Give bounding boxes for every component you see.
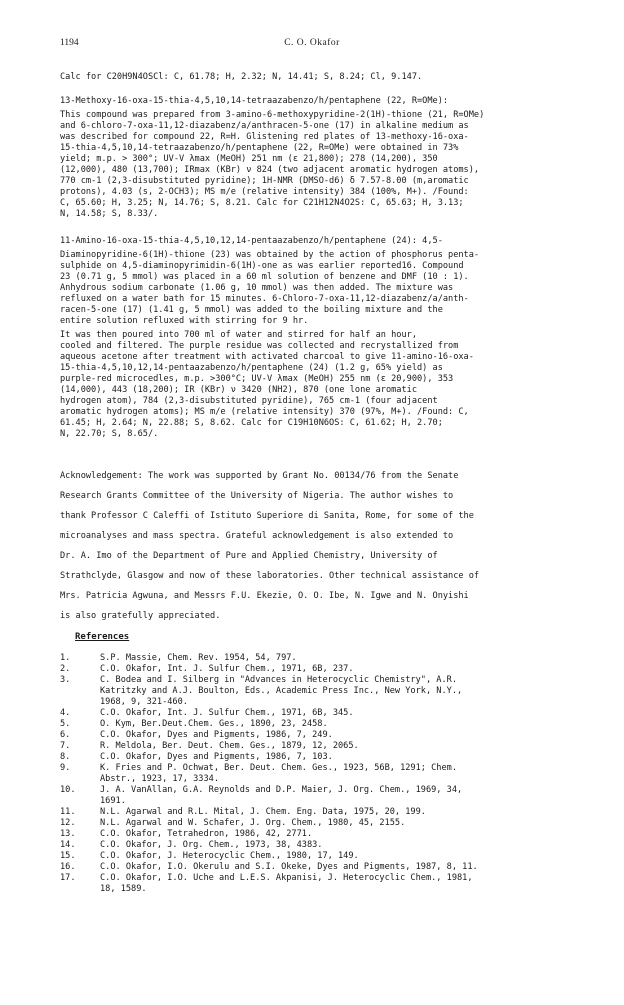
reference-number: 9. [60, 763, 71, 773]
body-line: Calc for C20H9N4OSCl: C, 61.78; H, 2.32; N, 14.41; S, 8.24; Cl, 9.147. [60, 72, 423, 82]
body-line: protons), 4.03 (s, 2-OCH3); MS m/e (relative intensity) 384 (100%, M+). /Found: [60, 187, 469, 197]
reference-number: 16. [60, 862, 76, 872]
body-line: sulphide on 4,5-diaminopyrimidin-6(1H)-one as was earlier reported16. Compound [60, 261, 464, 271]
reference-text: S.P. Massie, Chem. Rev. 1954, 54, 797. [100, 653, 297, 663]
body-line: This compound was prepared from 3-amino-6-methoxypyridine-2(1H)-thione (21, R=OMe) [60, 110, 485, 120]
body-line: racen-5-one (17) (1.41 g, 5 mmol) was added to the boiling mixture and the [60, 305, 443, 315]
reference-number: 13. [60, 829, 76, 839]
compound-heading: 11-Amino-16-oxa-15-thia-4,5,10,12,14-pentaazabenzo/h/pentaphene (24): 4,5- [60, 236, 443, 246]
reference-text: Abstr., 1923, 17, 3334. [100, 774, 219, 784]
reference-text: N.L. Agarwal and W. Schafer, J. Org. Chem., 1980, 45, 2155. [100, 818, 406, 828]
reference-number: 15. [60, 851, 76, 861]
reference-text: C.O. Okafor, Tetrahedron, 1986, 42, 2771. [100, 829, 313, 839]
body-line: Diaminopyridine-6(1H)-thione (23) was obtained by the action of phosphorus penta- [60, 250, 480, 260]
reference-text: C.O. Okafor, I.O. Uche and L.E.S. Akpanisi, J. Heterocyclic Chem., 1981, [100, 873, 473, 883]
body-line: 23 (0.71 g, 5 mmol) was placed in a 60 ml solution of benzene and DMF (10 : 1). [60, 272, 469, 282]
body-line: aromatic hydrogen atoms); MS m/e (relative intensity) 370 (97%, M+). /Found: C, [60, 407, 469, 417]
reference-text: O. Kym, Ber.Deut.Chem. Ges., 1890, 23, 2458. [100, 719, 328, 729]
acknowledgement-line: is also gratefully appreciated. [60, 611, 221, 621]
acknowledgement-line: Research Grants Committee of the University of Nigeria. The author wishes to [60, 491, 454, 501]
body-line: 15-thia-4,5,10,14-tetraazabenzo/h/pentaphene (22, R=OMe) were obtained in 73% [60, 143, 459, 153]
body-line: cooled and filtered. The purple residue was collected and recrystallized from [60, 341, 459, 351]
page-header [60, 38, 564, 52]
acknowledgement-line: Dr. A. Imo of the Department of Pure and Applied Chemistry, University of [60, 551, 438, 561]
body-line: refluxed on a water bath for 15 minutes. 6-Chloro-7-oxa-11,12-diazabenz/a/anth- [60, 294, 469, 304]
body-line: yield; m.p. > 300°; UV-V λmax (MeOH) 251 nm (ε 21,800); 278 (14,200), 350 [60, 154, 438, 164]
body-line: Anhydrous sodium carbonate (1.06 g, 10 mmol) was then added. The mixture was [60, 283, 454, 293]
body-line: (14,000), 443 (18,200); IR (KBr) ν 3420 (NH2), 870 (one lone aromatic [60, 385, 417, 395]
page-number: 1194 [60, 38, 79, 48]
reference-text: C.O. Okafor, J. Heterocyclic Chem., 1980, 17, 149. [100, 851, 359, 861]
body-line: aqueous acetone after treatment with activated charcoal to give 11-amino-16-oxa- [60, 352, 474, 362]
body-line: It was then poured into 700 ml of water and stirred for half an hour, [60, 330, 417, 340]
body-line: C, 65.60; H, 3.25; N, 14.76; S, 8.21. Calc for C21H12N4O2S: C, 65.63; H, 3.13; [60, 198, 464, 208]
body-line: was described for compound 22, R=H. Glistening red plates of 13-methoxy-16-oxa- [60, 132, 469, 142]
body-line: 770 cm-1 (2,3-disubstituted pyridine); 1H-NMR (DMSO-d6) δ 7.57-8.00 (m,aromatic [60, 176, 469, 186]
reference-number: 10. [60, 785, 76, 795]
reference-number: 14. [60, 840, 76, 850]
reference-number: 11. [60, 807, 76, 817]
acknowledgement-line: thank Professor C Caleffi of Istituto Superiore di Sanita, Rome, for some of the [60, 511, 474, 521]
reference-text: N.L. Agarwal and R.L. Mital, J. Chem. Eng. Data, 1975, 20, 199. [100, 807, 426, 817]
body-line: 15-thia-4,5,10,12,14-pentaazabenzo/h/pentaphene (24) (1.2 g, 65% yield) as [60, 363, 443, 373]
reference-text: R. Meldola, Ber. Deut. Chem. Ges., 1879, 12, 2065. [100, 741, 359, 751]
reference-text: C. Bodea and I. Silberg in "Advances in Heterocyclic Chemistry", A.R. [100, 675, 457, 685]
reference-text: C.O. Okafor, Int. J. Sulfur Chem., 1971, 6B, 237. [100, 664, 354, 674]
reference-number: 4. [60, 708, 71, 718]
body-line: hydrogen atom), 784 (2,3-disubstituted pyridine), 765 cm-1 (four adjacent [60, 396, 438, 406]
reference-number: 3. [60, 675, 71, 685]
reference-text: C.O. Okafor, Dyes and Pigments, 1986, 7, 103. [100, 752, 333, 762]
reference-text: C.O. Okafor, Dyes and Pigments, 1986, 7, 249. [100, 730, 333, 740]
body-line: and 6-chloro-7-oxa-11,12-diazabenz/a/anthracen-5-one (17) in alkaline medium as [60, 121, 469, 131]
reference-text: K. Fries and P. Ochwat, Ber. Deut. Chem. Ges., 1923, 56B, 1291; Chem. [100, 763, 457, 773]
acknowledgement-line: microanalyses and mass spectra. Grateful acknowledgement is also extended to [60, 531, 454, 541]
reference-text: C.O. Okafor, Int. J. Sulfur Chem., 1971, 6B, 345. [100, 708, 354, 718]
body-line: 61.45; H, 2.64; N, 22.88; S, 8.62. Calc for C19H10N6OS: C, 61.62; H, 2.70; [60, 418, 443, 428]
reference-text: C.O. Okafor, J. Org. Chem., 1973, 38, 4383. [100, 840, 323, 850]
acknowledgement-line: Strathclyde, Glasgow and now of these laboratories. Other technical assistance of [60, 571, 480, 581]
reference-text: 1968, 9, 321-460. [100, 697, 188, 707]
body-line: entire solution refluxed with stirring for 9 hr. [60, 316, 309, 326]
acknowledgement-line: Mrs. Patricia Agwuna, and Messrs F.U. Ekezie, O. O. Ibe, N. Igwe and N. Onyishi [60, 591, 469, 601]
reference-text: Katritzky and A.J. Boulton, Eds., Academic Press Inc., New York, N.Y., [100, 686, 463, 696]
reference-number: 8. [60, 752, 71, 762]
reference-number: 1. [60, 653, 71, 663]
reference-text: J. A. VanAllan, G.A. Reynolds and D.P. Maier, J. Org. Chem., 1969, 34, [100, 785, 463, 795]
reference-number: 2. [60, 664, 71, 674]
reference-number: 17. [60, 873, 76, 883]
reference-text: C.O. Okafor, I.O. Okerulu and S.I. Okeke, Dyes and Pigments, 1987, 8, 11. [100, 862, 478, 872]
references-heading: References [75, 632, 130, 642]
reference-text: 18, 1589. [100, 884, 147, 894]
reference-number: 12. [60, 818, 76, 828]
body-line: N, 22.70; S, 8.65/. [60, 429, 159, 439]
reference-number: 6. [60, 730, 71, 740]
compound-heading: 13-Methoxy-16-oxa-15-thia-4,5,10,14-tetraazabenzo/h/pentaphene (22, R=OMe): [60, 96, 449, 106]
reference-number: 5. [60, 719, 71, 729]
reference-text: 1691. [100, 796, 126, 806]
body-line: (12,000), 480 (13,700); IRmax (KBr) ν 824 (two adjacent aromatic hydrogen atoms), [60, 165, 480, 175]
body-line: purple-red microcedles, m.p. >300°C; UV-V λmax (MeOH) 255 nm (ε 20,900), 353 [60, 374, 454, 384]
reference-number: 7. [60, 741, 71, 751]
body-line: N, 14.58; S, 8.33/. [60, 209, 159, 219]
running-author: C. O. Okafor [284, 38, 340, 48]
acknowledgement-line: Acknowledgement: The work was supported by Grant No. 00134/76 from the Senate [60, 471, 459, 481]
